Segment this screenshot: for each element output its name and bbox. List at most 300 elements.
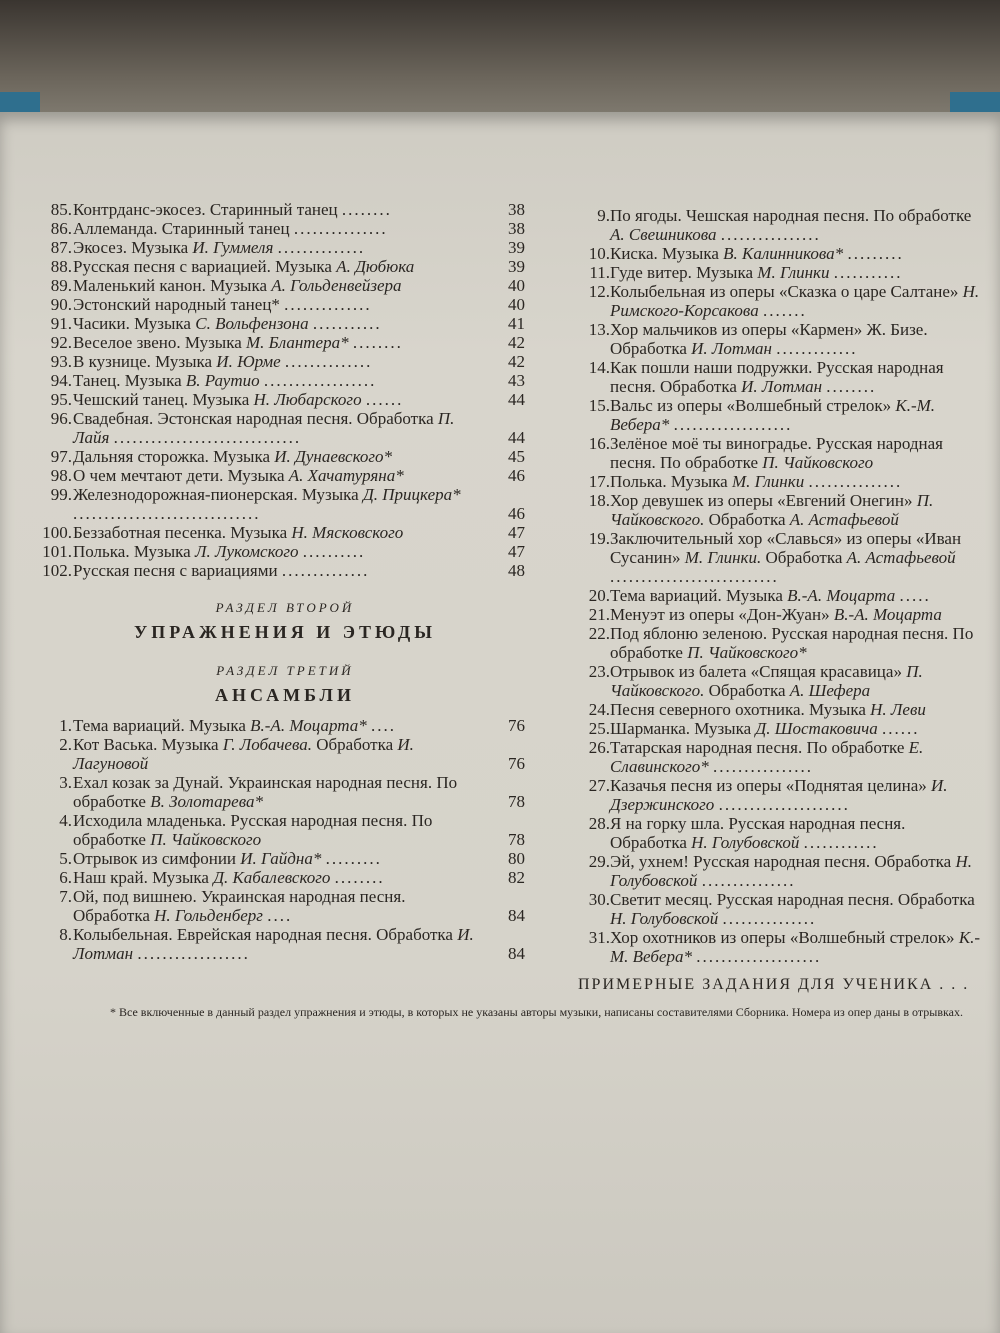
page-number: 47 <box>508 523 525 542</box>
entry-author: Д. Прицкера* <box>362 485 461 504</box>
entry-author: П. Чайковского. <box>610 662 923 700</box>
entry-text: Киска. Музыка <box>610 244 724 263</box>
dot-leader: ....... <box>762 301 807 320</box>
entry-title <box>73 868 483 887</box>
entry-text: Аллеманда. Старинный танец <box>73 219 290 238</box>
entry-number: 96. <box>50 409 72 428</box>
entry-text: Отрывок из балета «Спящая красавица» <box>610 662 907 681</box>
entry-author: В. Золотарева* <box>150 792 263 811</box>
dot-leader: ........... <box>833 263 903 282</box>
entry-number: 14. <box>588 358 610 377</box>
entry-text: Контрданс-экосез. Старинный танец <box>73 200 338 219</box>
entry-text: Чешский танец. Музыка <box>73 390 254 409</box>
dot-leader: .............. <box>284 352 373 371</box>
contents-entry <box>40 716 525 735</box>
entry-author: К.-М. Вебера* <box>610 928 981 966</box>
left-column <box>40 200 530 963</box>
contents-entry <box>578 890 998 928</box>
section-three-label: РАЗДЕЛ ТРЕТИЙ <box>216 663 354 678</box>
entry-text: Обработка <box>704 681 790 700</box>
page-number: 84 <box>508 906 525 925</box>
section-two-title: УПРАЖНЕНИЯ И ЭТЮДЫ <box>134 622 436 642</box>
dot-leader: ...... <box>882 719 920 738</box>
entry-author: М. Глинки <box>731 472 805 491</box>
entry-author: Н. Голубовской <box>610 909 719 928</box>
entry-text: Хор девушек из оперы «Евгений Онегин» <box>610 491 917 510</box>
entry-author: И. Гайдна* <box>240 849 322 868</box>
entry-title <box>73 409 483 447</box>
entry-text: Ехал козак за Дунай. Украинская народная песня. По обработке <box>73 773 458 811</box>
entry-author: В. Калинникова* <box>723 244 844 263</box>
contents-entry <box>40 276 525 295</box>
entry-text: Обработка <box>704 510 790 529</box>
page-number: 76 <box>508 754 525 773</box>
page-number: 40 <box>508 295 525 314</box>
entry-number: 8. <box>59 925 72 944</box>
page-number: 39 <box>508 238 525 257</box>
entry-text: Беззаботная песенка. Музыка <box>73 523 292 542</box>
entry-number: 95. <box>50 390 72 409</box>
contents-entry <box>40 811 525 849</box>
entry-number: 101. <box>42 542 72 561</box>
page-number: 76 <box>508 716 525 735</box>
contents-entry <box>578 434 998 472</box>
dot-leader: ........ <box>341 200 392 219</box>
entry-number: 88. <box>50 257 72 276</box>
entry-author: В.-А. Моцарта* <box>250 716 367 735</box>
page-number: 46 <box>508 466 525 485</box>
entry-text: Маленький канон. Музыка <box>73 276 272 295</box>
entry-title <box>610 434 985 472</box>
entry-number: 99. <box>50 485 72 504</box>
entry-text: Железнодорожная-пионерская. Музыка <box>73 485 363 504</box>
entry-text: Татарская народная песня. По обработке <box>610 738 909 757</box>
entry-text: Обработка <box>761 548 847 567</box>
right-column <box>578 206 998 994</box>
entry-number: 25. <box>588 719 610 738</box>
dot-leader: .................... <box>696 947 822 966</box>
entry-title <box>73 542 483 561</box>
entry-text: Светит месяц. Русская народная песня. Обработка <box>610 890 975 909</box>
entry-title <box>73 219 483 238</box>
entry-number: 100. <box>42 523 72 542</box>
entry-title <box>73 485 483 523</box>
entry-title <box>73 371 483 390</box>
entry-text: Гуде витер. Музыка <box>610 263 758 282</box>
entry-text: Наш край. Музыка <box>73 868 214 887</box>
entry-text: Менуэт из оперы «Дон-Жуан» <box>610 605 834 624</box>
entry-number: 15. <box>588 396 610 415</box>
entry-title <box>610 928 985 966</box>
entry-title <box>610 776 985 814</box>
entry-number: 86. <box>50 219 72 238</box>
entry-text: Экосез. Музыка <box>73 238 193 257</box>
entry-text: Казачья песня из оперы «Поднятая целина» <box>610 776 931 795</box>
entry-title <box>73 295 483 314</box>
dot-leader: ................... <box>673 415 793 434</box>
contents-entry <box>40 295 525 314</box>
entry-title <box>73 811 483 849</box>
contents-entry <box>40 200 525 219</box>
entry-text: Обработка <box>312 735 398 754</box>
entry-number: 2. <box>59 735 72 754</box>
entry-author: Д. Кабалевского <box>213 868 331 887</box>
dot-leader: .............. <box>281 561 370 580</box>
entry-author: П. Чайковского <box>150 830 262 849</box>
entry-author: К.-М. Вебера* <box>610 396 936 434</box>
entry-number: 11. <box>589 263 610 282</box>
contents-entry <box>578 244 998 263</box>
dot-leader: ............... <box>293 219 388 238</box>
entry-author: Д. Шостаковича <box>755 719 878 738</box>
dot-leader: ...... <box>365 390 404 409</box>
entry-title <box>610 700 985 719</box>
entry-number: 9. <box>597 206 610 225</box>
entry-author: Е. Славинского* <box>610 738 924 776</box>
contents-entry <box>40 352 525 371</box>
page-number: 42 <box>508 352 525 371</box>
entry-author: М. Глинки. <box>684 548 762 567</box>
entry-author: М. Блантера* <box>246 333 349 352</box>
entry-author: А. Хачатуряна* <box>288 466 404 485</box>
entry-number: 26. <box>588 738 610 757</box>
dot-leader: ........ <box>334 868 385 887</box>
entry-number: 27. <box>588 776 610 795</box>
entry-title <box>73 561 483 580</box>
entry-title <box>610 719 985 738</box>
contents-entry <box>578 662 998 700</box>
contents-entry <box>578 624 998 662</box>
entry-title <box>73 925 483 963</box>
entry-number: 87. <box>50 238 72 257</box>
contents-entry <box>578 263 998 282</box>
entry-text: Тема вариаций. Музыка <box>610 586 788 605</box>
dot-leader: .................. <box>137 944 250 963</box>
entry-author: А. Астафьевой <box>846 548 956 567</box>
entry-number: 10. <box>588 244 610 263</box>
entry-author: А. Шефера <box>789 681 871 700</box>
entry-title <box>73 314 483 333</box>
contents-entry <box>40 561 525 580</box>
dot-leader: ........................... <box>610 567 779 586</box>
entry-title <box>73 735 483 773</box>
entry-number: 18. <box>588 491 610 510</box>
page-number: 38 <box>508 200 525 219</box>
page-number: 46 <box>508 504 525 523</box>
entry-title <box>73 849 483 868</box>
contents-entry <box>40 773 525 811</box>
contents-entry <box>578 852 998 890</box>
entry-author: И. Дзержинского <box>610 776 948 814</box>
entry-author: В.-А. Моцарта <box>833 605 942 624</box>
entry-title <box>610 738 985 776</box>
contents-entry <box>578 738 998 776</box>
entry-text: О чем мечтают дети. Музыка <box>73 466 289 485</box>
page-number: 84 <box>508 944 525 963</box>
entry-title <box>73 276 483 295</box>
entry-number: 16. <box>588 434 610 453</box>
entry-title <box>610 320 985 358</box>
contents-entry <box>578 814 998 852</box>
contents-entry <box>40 390 525 409</box>
contents-entry <box>578 396 998 434</box>
entry-title <box>73 333 483 352</box>
entry-author: Н. Голубовской <box>691 833 800 852</box>
entry-number: 98. <box>50 466 72 485</box>
page-number: 80 <box>508 849 525 868</box>
contents-entry <box>578 282 998 320</box>
entry-number: 1. <box>59 716 72 735</box>
section-three-continued-list <box>578 206 998 966</box>
entry-title <box>610 472 985 491</box>
entry-author: В. Раутио <box>185 371 260 390</box>
contents-entry <box>578 928 998 966</box>
entry-title <box>610 263 985 282</box>
contents-entry <box>40 485 525 523</box>
entry-title <box>610 282 985 320</box>
entry-text: Тема вариаций. Музыка <box>73 716 251 735</box>
entry-title <box>73 447 483 466</box>
dot-leader: .............. <box>284 295 372 314</box>
contents-entry <box>40 314 525 333</box>
entry-title <box>73 887 483 925</box>
entry-title <box>610 662 985 700</box>
entry-title <box>610 624 985 662</box>
entry-author: С. Вольфензона <box>195 314 309 333</box>
entry-number: 31. <box>588 928 610 947</box>
entry-author: Н. Римского-Корсакова <box>610 282 980 320</box>
contents-entry <box>40 333 525 352</box>
entry-number: 5. <box>59 849 72 868</box>
entry-number: 12. <box>588 282 610 301</box>
entry-text: Дальняя сторожка. Музыка <box>73 447 275 466</box>
page-number: 44 <box>508 428 525 447</box>
dot-leader: .... <box>267 906 293 925</box>
entry-number: 17. <box>588 472 610 491</box>
entry-number: 7. <box>59 887 72 906</box>
page-number: 45 <box>508 447 525 466</box>
contents-entry <box>40 371 525 390</box>
page-number: 38 <box>508 219 525 238</box>
contents-entry <box>578 719 998 738</box>
entry-text: Я на горку шла. Русская народная песня. Обработка <box>610 814 906 852</box>
entry-text: Русская песня с вариацией. Музыка <box>73 257 337 276</box>
dot-leader: .............................. <box>113 428 302 447</box>
entry-author: Н. Гольденберг <box>154 906 263 925</box>
entry-text: Кот Васька. Музыка <box>73 735 223 754</box>
page-number: 40 <box>508 276 525 295</box>
contents-entry <box>578 700 998 719</box>
entry-author: И. Лотман <box>73 925 474 963</box>
dot-leader: .... <box>370 716 396 735</box>
dot-leader: ........ <box>826 377 877 396</box>
entry-author: А. Свешникова <box>610 225 717 244</box>
entry-title <box>73 238 483 257</box>
entry-number: 90. <box>50 295 72 314</box>
entry-number: 21. <box>588 605 610 624</box>
entry-title <box>73 716 483 735</box>
entry-author: П. Лайя <box>73 409 455 447</box>
entry-title <box>610 491 985 529</box>
entry-number: 94. <box>50 371 72 390</box>
entry-title <box>73 200 483 219</box>
dot-leader: ......... <box>325 849 382 868</box>
entry-text: Исходила младенька. Русская народная песня. По обработке <box>73 811 433 849</box>
entry-number: 89. <box>50 276 72 295</box>
footnote: * Все включенные в данный раздел упражнения и этюды, в которых не указаны авторы музыки, написаны составителями Сборника. Номера из опер даны в отрывках. <box>110 1005 963 1019</box>
entry-text: Как пошли наши подружки. Русская народная песня. Обработка <box>610 358 944 396</box>
entry-author: И. Дунаевского* <box>274 447 393 466</box>
contents-entry <box>578 472 998 491</box>
contents-entry <box>40 849 525 868</box>
dot-leader: ............. <box>776 339 858 358</box>
contents-entry <box>578 358 998 396</box>
contents-entry <box>40 887 525 925</box>
dot-leader: ............... <box>701 871 796 890</box>
dot-leader: ........... <box>312 314 382 333</box>
dot-leader: .......... <box>302 542 366 561</box>
entry-title <box>73 390 483 409</box>
entry-title <box>610 396 985 434</box>
entry-text: Заключительный хор «Славься» из оперы «Иван Сусанин» <box>610 529 962 567</box>
entry-author: И. Лотман <box>691 339 772 358</box>
entry-text: Зелёное моё ты виноградье. Русская народная песня. По обработке <box>610 434 943 472</box>
entry-author: Н. Мясковского <box>291 523 404 542</box>
contents-entry <box>40 868 525 887</box>
entry-text: Эстонский народный танец* <box>73 295 280 314</box>
dot-leader: .................. <box>263 371 377 390</box>
entry-title <box>610 206 985 244</box>
entry-number: 22. <box>588 624 610 643</box>
contents-entry <box>40 542 525 561</box>
section-one-list <box>40 200 530 580</box>
entry-text: Колыбельная. Еврейская народная песня. Обработка <box>73 925 458 944</box>
entry-author: И. Лотман <box>741 377 823 396</box>
entry-author: П. Чайковского* <box>687 643 807 662</box>
entry-text: Колыбельная из оперы «Сказка о царе Салтане» <box>610 282 963 301</box>
contents-entry <box>578 320 998 358</box>
section-three-title: АНСАМБЛИ <box>215 685 355 705</box>
dot-leader: ................ <box>713 757 814 776</box>
entry-text: Вальс из оперы «Волшебный стрелок» <box>610 396 896 415</box>
dot-leader: ......... <box>847 244 904 263</box>
entry-text: Хор охотников из оперы «Волшебный стрелок» <box>610 928 959 947</box>
entry-number: 28. <box>588 814 610 833</box>
entry-author: А. Астафьевой <box>789 510 899 529</box>
entry-number: 92. <box>50 333 72 352</box>
contents-entry <box>578 491 998 529</box>
entry-text: Хор мальчиков из оперы «Кармен» Ж. Бизе. Обработка <box>610 320 928 358</box>
entry-text: Эй, ухнем! Русская народная песня. Обработка <box>610 852 956 871</box>
entry-text: Отрывок из симфонии <box>73 849 241 868</box>
entry-text: Веселое звено. Музыка <box>73 333 247 352</box>
entry-author: И. Юрме <box>216 352 281 371</box>
page-number: 47 <box>508 542 525 561</box>
entry-text: Полька. Музыка <box>73 542 195 561</box>
entry-text: В кузнице. Музыка <box>73 352 217 371</box>
entry-title <box>610 244 985 263</box>
entry-author: А. Дюбюка <box>336 257 415 276</box>
page-number: 78 <box>508 792 525 811</box>
entry-author: И. Лагуновой <box>73 735 414 773</box>
entry-number: 19. <box>588 529 610 548</box>
dot-leader: ............... <box>722 909 817 928</box>
entry-title <box>610 586 985 605</box>
entry-text: Часики. Музыка <box>73 314 196 333</box>
entry-text: Свадебная. Эстонская народная песня. Обработка <box>73 409 438 428</box>
contents-entry <box>40 735 525 773</box>
entry-text: Песня северного охотника. Музыка <box>610 700 871 719</box>
entry-number: 97. <box>50 447 72 466</box>
entry-author: Г. Лобачева. <box>222 735 312 754</box>
dot-leader: ............ <box>803 833 879 852</box>
entry-title <box>610 358 985 396</box>
dot-leader: .............. <box>277 238 366 257</box>
entry-author: П. Чайковского <box>762 453 874 472</box>
entry-author: В.-А. Моцарта <box>787 586 896 605</box>
page-number: 44 <box>508 390 525 409</box>
entry-text: Русская песня с вариациями <box>73 561 278 580</box>
entry-author: Н. Голубовской <box>610 852 972 890</box>
dot-leader: .............................. <box>73 504 261 523</box>
entry-author: М. Глинки <box>757 263 830 282</box>
dot-leader: ................ <box>720 225 821 244</box>
page-number: 82 <box>508 868 525 887</box>
entry-title <box>610 529 985 586</box>
entry-number: 4. <box>59 811 72 830</box>
entry-text: Танец. Музыка <box>73 371 186 390</box>
entry-text: Ой, под вишнею. Украинская народная песня. Обработка <box>73 887 406 925</box>
entry-title <box>73 466 483 485</box>
page-number: 43 <box>508 371 525 390</box>
entry-title <box>610 852 985 890</box>
entry-number: 6. <box>59 868 72 887</box>
entry-title <box>610 814 985 852</box>
entry-number: 30. <box>588 890 610 909</box>
contents-entry <box>40 925 525 963</box>
entry-number: 91. <box>50 314 72 333</box>
entry-text: По ягоды. Чешская народная песня. По обработке <box>610 206 972 225</box>
entry-author: И. Гуммеля <box>192 238 274 257</box>
entry-title <box>73 773 483 811</box>
page-number: 41 <box>508 314 525 333</box>
entry-number: 85. <box>50 200 72 219</box>
contents-entry <box>40 238 525 257</box>
entry-title <box>610 605 985 624</box>
page-number: 48 <box>508 561 525 580</box>
entry-number: 20. <box>588 586 610 605</box>
entry-number: 3. <box>59 773 72 792</box>
entry-number: 13. <box>588 320 610 339</box>
page-number: 39 <box>508 257 525 276</box>
page-number: 42 <box>508 333 525 352</box>
contents-entry <box>578 586 998 605</box>
entry-number: 93. <box>50 352 72 371</box>
contents-entry <box>578 776 998 814</box>
contents-entry <box>40 257 525 276</box>
page-number: 78 <box>508 830 525 849</box>
entry-text: Шарманка. Музыка <box>610 719 756 738</box>
dot-leader: ........ <box>352 333 403 352</box>
entry-author: Н. Любарского <box>253 390 362 409</box>
entry-title <box>73 523 483 542</box>
entry-number: 102. <box>42 561 72 580</box>
entry-title <box>73 257 483 276</box>
entry-text: Полька. Музыка <box>610 472 732 491</box>
entry-text: Под яблоню зеленою. Русская народная песня. По обработке <box>610 624 974 662</box>
dot-leader: ..... <box>899 586 931 605</box>
entry-title <box>73 352 483 371</box>
